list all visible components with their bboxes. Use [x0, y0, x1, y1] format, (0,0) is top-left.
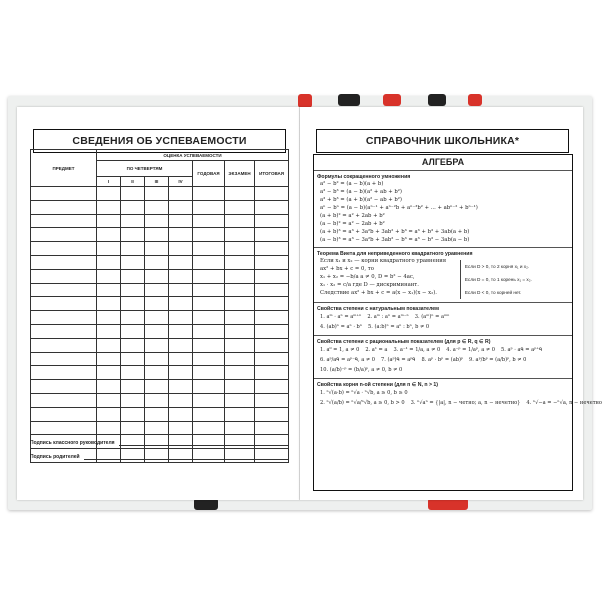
grade-cell[interactable]: [145, 338, 169, 352]
formula: 5. aᵖ · aᑫ = aᵖ⁺ᑫ: [501, 347, 543, 353]
grade-cell[interactable]: [255, 380, 289, 394]
grade-cell[interactable]: [145, 407, 169, 421]
table-row: [31, 407, 289, 421]
grade-cell[interactable]: [169, 324, 193, 338]
grade-cell[interactable]: [169, 407, 193, 421]
quarter-header: IV: [169, 177, 193, 187]
grade-cell[interactable]: [255, 421, 289, 435]
grade-cell[interactable]: [193, 311, 225, 325]
grade-cell[interactable]: [225, 393, 255, 407]
grade-cell[interactable]: [145, 269, 169, 283]
grade-cell[interactable]: [145, 311, 169, 325]
formula: aⁿ − bⁿ = (a − b)(aⁿ⁻¹ + aⁿ⁻²b + aⁿ⁻³b² + ... + abⁿ⁻² + bⁿ⁻¹): [320, 205, 478, 211]
grade-cell[interactable]: [193, 366, 225, 380]
grade-cell[interactable]: [145, 366, 169, 380]
grade-cell[interactable]: [97, 380, 121, 394]
grade-cell[interactable]: [225, 187, 255, 201]
signature-line[interactable]: [84, 453, 288, 460]
formula-row: [314, 355, 572, 365]
formula: 2. aᵐ : aⁿ = aᵐ⁻ⁿ: [367, 314, 409, 320]
grade-cell[interactable]: [193, 393, 225, 407]
subject-cell[interactable]: [31, 311, 97, 325]
formula: 6. aᵖ/aᑫ = aᵖ⁻ᑫ, a ≠ 0: [320, 357, 375, 363]
cover-ornament: [428, 94, 446, 106]
divider: [314, 378, 572, 379]
divider: [314, 170, 572, 171]
formula: (a + b)³ = a³ + 3a²b + 3ab² + b³ = a³ + b³ + 3ab(a + b): [320, 229, 470, 235]
grade-cell[interactable]: [121, 338, 145, 352]
rational-powers-heading: Свойства степени с рациональным показателем (для p ∈ R, q ∈ R): [317, 339, 491, 345]
grade-cell[interactable]: [97, 269, 121, 283]
formula-row: [314, 365, 572, 375]
vieta-line: x₁ + x₂ = −b/a a ≠ 0, D = b² − 4ac,: [320, 274, 415, 280]
grade-cell[interactable]: [145, 283, 169, 297]
subject-cell[interactable]: [31, 366, 97, 380]
cover-ornament: [383, 94, 401, 106]
grade-cell[interactable]: [169, 200, 193, 214]
quarters-group-header: ПО ЧЕТВЕРТЯМ: [97, 161, 193, 177]
grade-cell[interactable]: [145, 187, 169, 201]
page-title: СВЕДЕНИЯ ОБ УСПЕВАЕМОСТИ: [33, 129, 286, 153]
grades-page: [17, 107, 300, 500]
grade-cell[interactable]: [145, 421, 169, 435]
grade-cell[interactable]: [169, 366, 193, 380]
grade-cell[interactable]: [121, 297, 145, 311]
formula: (a − b)² = a² − 2ab + b²: [320, 221, 385, 227]
grade-cell[interactable]: [121, 380, 145, 394]
signature-label: Подпись родителей: [30, 454, 80, 460]
grade-cell[interactable]: [121, 228, 145, 242]
grades-table: [30, 149, 289, 463]
grade-cell[interactable]: [97, 393, 121, 407]
vieta-line: Если x₁ и x₂ — корни квадратного уравнения: [320, 258, 447, 264]
algebra-reference-box: [313, 154, 602, 491]
section-title: АЛГЕБРА: [421, 157, 465, 167]
grade-cell[interactable]: [97, 338, 121, 352]
grade-cell[interactable]: [169, 297, 193, 311]
grade-cell[interactable]: [255, 352, 289, 366]
grade-cell[interactable]: [97, 228, 121, 242]
grade-cell[interactable]: [255, 228, 289, 242]
formula-row: [314, 312, 572, 322]
grade-cell[interactable]: [121, 366, 145, 380]
grade-cell[interactable]: [193, 269, 225, 283]
table-row: [31, 338, 289, 352]
table-row: [31, 421, 289, 435]
grade-cell[interactable]: [193, 242, 225, 256]
grade-cell[interactable]: [225, 407, 255, 421]
grade-cell[interactable]: [193, 352, 225, 366]
grade-cell[interactable]: [97, 200, 121, 214]
grade-cell[interactable]: [169, 242, 193, 256]
grade-cell[interactable]: [145, 324, 169, 338]
grade-cell[interactable]: [121, 187, 145, 201]
grade-cell[interactable]: [97, 311, 121, 325]
table-row: [31, 352, 289, 366]
signature-label: Подпись классного руководителя: [30, 440, 115, 446]
formula: 2. a¹ = a: [365, 347, 388, 353]
subject-column-header: ПРЕДМЕТ: [31, 150, 97, 187]
subject-cell[interactable]: [31, 338, 97, 352]
grade-cell[interactable]: [255, 366, 289, 380]
formula: 7. (aᵖ)ᑫ = aᵖᑫ: [381, 357, 416, 363]
grade-cell[interactable]: [145, 200, 169, 214]
grade-cell[interactable]: [97, 242, 121, 256]
grade-cell[interactable]: [225, 311, 255, 325]
table-row: [31, 393, 289, 407]
grade-cell[interactable]: [225, 200, 255, 214]
grade-cell[interactable]: [255, 242, 289, 256]
formula-row: [314, 322, 572, 332]
grade-cell[interactable]: [255, 214, 289, 228]
grade-cell[interactable]: [225, 255, 255, 269]
formula-row: [314, 388, 572, 398]
grade-cell[interactable]: [169, 352, 193, 366]
grade-cell[interactable]: [193, 187, 225, 201]
subject-cell[interactable]: [31, 283, 97, 297]
grade-cell[interactable]: [97, 214, 121, 228]
grade-cell[interactable]: [225, 269, 255, 283]
grade-cell[interactable]: [193, 380, 225, 394]
page-title: СПРАВОЧНИК ШКОЛЬНИКА*: [316, 129, 569, 153]
annual-column-header: ГОДОВАЯ: [193, 161, 225, 187]
table-row: [31, 283, 289, 297]
table-row: [31, 255, 289, 269]
grade-cell[interactable]: [225, 297, 255, 311]
table-row: [31, 297, 289, 311]
grade-cell[interactable]: [193, 338, 225, 352]
formula: (a + b)² = a² + 2ab + b²: [320, 213, 385, 219]
subject-cell[interactable]: [31, 214, 97, 228]
grade-cell[interactable]: [169, 187, 193, 201]
vieta-line: x₁ · x₂ = c/a где D — дискриминант.: [320, 282, 419, 288]
formula: 8. aᵖ · bᵖ = (ab)ᵖ: [421, 357, 464, 363]
grade-cell[interactable]: [255, 324, 289, 338]
cover-ornament: [338, 94, 360, 106]
discriminant-case: Если D < 0, то корней нет.: [464, 290, 522, 295]
grade-cell[interactable]: [121, 352, 145, 366]
grade-cell[interactable]: [169, 269, 193, 283]
grade-cell[interactable]: [193, 228, 225, 242]
signature-line[interactable]: [119, 439, 288, 446]
grade-cell[interactable]: [121, 311, 145, 325]
formula: 2. ⁿ√(a/b) = ⁿ√a/ⁿ√b, a ≥ 0, b > 0: [320, 400, 405, 406]
grade-cell[interactable]: [169, 283, 193, 297]
grades-group-header: ОЦЕНКА УСПЕВАЕМОСТИ: [97, 150, 289, 161]
subject-cell[interactable]: [31, 380, 97, 394]
formula-row: [314, 345, 572, 355]
grade-cell[interactable]: [193, 214, 225, 228]
formula: (a − b)³ = a³ − 3a²b + 3ab² − b³ = a³ − b³ − 3ab(a − b): [320, 237, 470, 243]
grade-cell[interactable]: [97, 407, 121, 421]
table-row: [31, 311, 289, 325]
formula: a² − b² = (a − b)(a + b): [320, 181, 384, 187]
formula: 3. ⁿ√aⁿ = {|a|, n − четно; a, n − нечетно}: [410, 400, 521, 406]
subject-cell[interactable]: [31, 228, 97, 242]
grade-cell[interactable]: [145, 380, 169, 394]
grade-cell[interactable]: [225, 214, 255, 228]
grade-cell[interactable]: [169, 255, 193, 269]
subject-cell[interactable]: [31, 255, 97, 269]
table-row: [31, 214, 289, 228]
grade-cell[interactable]: [193, 200, 225, 214]
short-mult-heading: Формулы сокращенного умножения: [317, 174, 411, 180]
subject-cell[interactable]: [31, 407, 97, 421]
grade-cell[interactable]: [225, 338, 255, 352]
divider: [314, 247, 572, 248]
discriminant-case: Если D = 0, то 1 корень x₁ = x₂.: [464, 277, 532, 282]
formula: 3. a⁻¹ = 1/a, a ≠ 0: [393, 347, 441, 353]
formula: a³ + b³ = (a + b)(a² − ab + b²): [320, 197, 402, 203]
table-row: [31, 324, 289, 338]
grade-cell[interactable]: [97, 255, 121, 269]
grade-cell[interactable]: [193, 324, 225, 338]
formula: 3. (aᵐ)ⁿ = aᵐⁿ: [414, 314, 450, 320]
grade-cell[interactable]: [255, 338, 289, 352]
formula: 4. ⁿ√−a = −ⁿ√a, n − нечетно: [526, 400, 602, 406]
subject-cell[interactable]: [31, 242, 97, 256]
grade-cell[interactable]: [255, 187, 289, 201]
cover-ornament: [468, 94, 482, 106]
grade-cell[interactable]: [145, 242, 169, 256]
grade-cell[interactable]: [255, 269, 289, 283]
table-row: [31, 366, 289, 380]
subject-cell[interactable]: [31, 421, 97, 435]
divider: [314, 335, 572, 336]
grade-cell[interactable]: [121, 200, 145, 214]
grade-cell[interactable]: [121, 255, 145, 269]
grade-cell[interactable]: [97, 297, 121, 311]
grade-cell[interactable]: [121, 393, 145, 407]
grade-cell[interactable]: [97, 421, 121, 435]
grade-cell[interactable]: [145, 255, 169, 269]
formula: a³ − b³ = (a − b)(a² + ab + b²): [320, 189, 402, 195]
table-row: [31, 187, 289, 201]
grade-cell[interactable]: [121, 214, 145, 228]
grade-cell[interactable]: [225, 283, 255, 297]
grades-table-body: [31, 187, 289, 463]
grade-cell[interactable]: [255, 311, 289, 325]
grade-cell[interactable]: [255, 283, 289, 297]
cover-ornament: [298, 94, 312, 108]
signature-teacher: [30, 439, 288, 446]
grade-cell[interactable]: [121, 421, 145, 435]
grade-cell[interactable]: [193, 283, 225, 297]
reference-page: [300, 107, 602, 500]
vieta-corollary: Следствие ax² + bx + c = a(x − x₁)(x − x₂).: [320, 290, 437, 296]
vieta-block: [314, 257, 572, 299]
quarter-header: II: [121, 177, 145, 187]
final-column-header: ИТОГОВАЯ: [255, 161, 289, 187]
grade-cell[interactable]: [225, 366, 255, 380]
grade-cell[interactable]: [169, 338, 193, 352]
subject-cell[interactable]: [31, 324, 97, 338]
grade-cell[interactable]: [121, 242, 145, 256]
grade-cell[interactable]: [145, 352, 169, 366]
formula: 1. a⁰ = 1, a ≠ 0: [320, 347, 360, 353]
grade-cell[interactable]: [169, 393, 193, 407]
subject-cell[interactable]: [31, 200, 97, 214]
divider: [314, 302, 572, 303]
subject-cell[interactable]: [31, 393, 97, 407]
table-row: [31, 228, 289, 242]
grade-cell[interactable]: [255, 255, 289, 269]
grade-cell[interactable]: [121, 269, 145, 283]
grade-cell[interactable]: [145, 393, 169, 407]
subject-cell[interactable]: [31, 352, 97, 366]
grade-cell[interactable]: [97, 283, 121, 297]
grade-cell[interactable]: [193, 407, 225, 421]
grade-cell[interactable]: [145, 228, 169, 242]
grade-cell[interactable]: [193, 297, 225, 311]
grade-cell[interactable]: [169, 380, 193, 394]
table-row: [31, 200, 289, 214]
subject-cell[interactable]: [31, 269, 97, 283]
grade-cell[interactable]: [255, 407, 289, 421]
formula: 4. a⁻ᵖ = 1/aᵖ, a ≠ 0: [446, 347, 496, 353]
quarter-header: III: [145, 177, 169, 187]
formula: 9. aᵖ/bᵖ = (a/b)ᵖ, b ≠ 0: [469, 357, 527, 363]
grade-cell[interactable]: [145, 214, 169, 228]
subject-cell[interactable]: [31, 187, 97, 201]
grade-cell[interactable]: [193, 421, 225, 435]
grade-cell[interactable]: [225, 324, 255, 338]
formula: 5. (a:b)ⁿ = aⁿ : bⁿ, b ≠ 0: [368, 324, 430, 330]
grade-cell[interactable]: [225, 228, 255, 242]
grade-cell[interactable]: [255, 297, 289, 311]
grade-cell[interactable]: [97, 366, 121, 380]
exam-column-header: ЭКЗАМЕН: [225, 161, 255, 187]
roots-heading: Свойства корня n-ой степени (для n ∈ N, n > 1): [317, 382, 439, 388]
grade-cell[interactable]: [255, 393, 289, 407]
subject-cell[interactable]: [31, 297, 97, 311]
vieta-heading: Теорема Виета для неприведенного квадратного уравнения: [317, 251, 473, 257]
vieta-line: ax² + bx + c = 0, то: [320, 266, 374, 272]
grade-cell[interactable]: [169, 311, 193, 325]
formula-row: [314, 398, 602, 408]
grade-cell[interactable]: [169, 214, 193, 228]
formula: 4. (ab)ⁿ = aⁿ · bⁿ: [320, 324, 363, 330]
grade-cell[interactable]: [121, 283, 145, 297]
quarter-header: I: [97, 177, 121, 187]
signature-parents: [30, 453, 288, 460]
grade-cell[interactable]: [145, 297, 169, 311]
formula: 1. ⁿ√(a·b) = ⁿ√a · ⁿ√b, a ≥ 0, b ≥ 0: [320, 390, 408, 396]
grade-cell[interactable]: [97, 324, 121, 338]
grade-cell[interactable]: [255, 200, 289, 214]
grade-cell[interactable]: [121, 324, 145, 338]
grade-cell[interactable]: [225, 380, 255, 394]
grade-cell[interactable]: [97, 187, 121, 201]
natural-powers-heading: Свойства степени с натуральным показателем: [317, 306, 439, 312]
table-row: [31, 269, 289, 283]
table-row: [31, 380, 289, 394]
grade-cell[interactable]: [225, 421, 255, 435]
grade-cell[interactable]: [193, 255, 225, 269]
grade-cell[interactable]: [121, 407, 145, 421]
grade-cell[interactable]: [225, 352, 255, 366]
formula: 1. aᵐ · aⁿ = aᵐ⁺ⁿ: [320, 314, 362, 320]
grade-cell[interactable]: [97, 352, 121, 366]
formula: 10. (a/b)⁻ᵖ = (b/a)ᵖ, a ≠ 0, b ≠ 0: [320, 367, 403, 373]
grade-cell[interactable]: [169, 228, 193, 242]
grade-cell[interactable]: [225, 242, 255, 256]
grade-cell[interactable]: [169, 421, 193, 435]
discriminant-case: Если D > 0, то 2 корня x₁ и x₂.: [464, 264, 530, 269]
table-row: [31, 242, 289, 256]
